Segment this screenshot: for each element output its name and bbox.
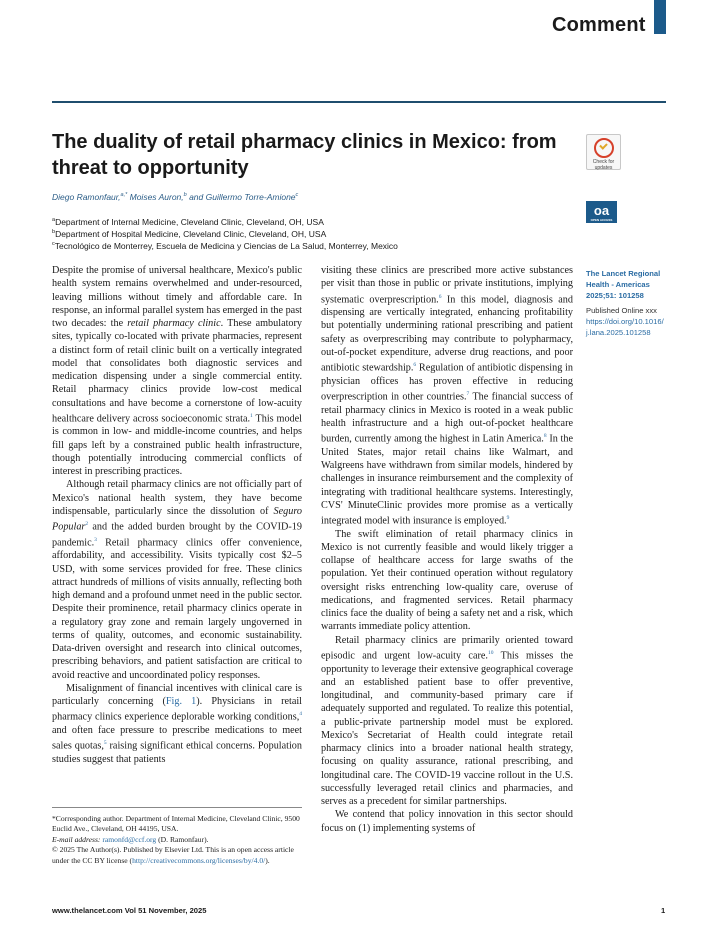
reference-link[interactable]: 9 (506, 515, 510, 522)
corresponding-author-note: *Corresponding author. Department of Internal Medicine, Cleveland Clinic, 9500 Euclid Ave., Cleveland, OH 44195, USA. (52, 814, 300, 834)
reference-link[interactable]: 6 (438, 293, 442, 300)
article-sidebar (586, 268, 666, 338)
section-label: Comment (552, 14, 646, 36)
paragraph: Although retail pharmacy clinics are not officially part of Mexico's national health system, they have become indispensable, particularly since the dissolution of Seguro Popular$^2$ and the added burden brought by the COVID-19 pandemic.$^3$ Retail pharmacy clinics offer convenience, affordability, and accessibility. Visits typically cost $2–5 USD, with some services provided for free. These clinics attract hundreds of millions of visits annually, reflecting both high demand and a profound unmet need in the public sector. Despite their prominence, retail pharmacy clinics operate in a regulatory gray zone and remain largely ungoverned in terms of quality, outcomes, and economic sustainability. Data-driven oversight and research into clinical outcomes, prescribing behaviors, and patient satisfaction are critical to avoid reactive and uncoordinated policy responses. (52, 479, 302, 681)
journal-citation: The Lancet Regional Health - Americas 2025;51: 101258 (586, 269, 661, 300)
author-link[interactable]: Diego Ramonfaur, (52, 192, 121, 202)
reference-link[interactable]: 5 (103, 740, 107, 747)
published-date: Published Online xxx (586, 306, 657, 315)
author-list: Diego Ramonfaur,$^{a,*}$ Moises Auron,$^b$ and Guillermo Torre-Amione$^c$ (52, 192, 299, 202)
paragraph: Despite the promise of universal healthcare, Mexico's public health system remains overwhelmed and under-resourced, leaving millions without timely and affordable care. In response, an informal parallel system has emerged in the past two decades: the retail pharmacy clinic. These ambulatory sites, typically co-located with private pharmacies, represent a distinct form of retail clinic built on a vertically integrated model that consolidates both diagnostic services and medication dispensing under a single commercial entity. Retail pharmacy clinics provide low-cost medical consultations and have become a cornerstone of low-acuity healthcare delivery across socioeconomic strata.$^1$ This model is common in low- and middle-income countries, and helps fill gaps left by a constrained public health infrastructure, though potentially introducing commercial conflicts of interest in prescribing practices. (52, 265, 303, 478)
paragraph: visiting these clinics are prescribed more active substances per visit than those in public or private institutions, implying systematic overprescription.$^6$ In this model, diagnosis and dispensing are vertically integrated, enhancing profitability but potentially undermining rational prescribing and patient safety as overprescribing may contribute to polypharmacy, out-of-pocket expenditure, adverse drug reactions, and poor antibiotic stewardship.$^6$ Regulation of antibiotic dispensing in physician offices has proven effective in reducing overprescription in other countries.$^7$ The financial success of retail pharmacy clinics in Mexico is rooted in a weak public health infrastructure and a high out-of-pocket healthcare burden, currently among the highest in Latin America.$^8$ In the United States, major retail chains like Walmart, and Walgreens have withdrawn from similar models, hindered by challenges in insurance reimbursement and the complexity of integrating with traditional healthcare systems. Interestingly, CVS' MinuteClinic provides more promise as a vertically integrated model with insurance is employed.$^9$ (321, 265, 573, 527)
check-updates-icon (594, 138, 614, 158)
footnote-divider (52, 807, 302, 808)
doi-link[interactable]: https://doi.org/10.1016/j.lana.2025.101258 (586, 317, 664, 337)
footnote (52, 814, 304, 866)
affiliation: $^b$Department of Hospital Medicine, Cleveland Clinic, Cleveland, OH, USA (52, 229, 327, 239)
paragraph: Retail pharmacy clinics are primarily oriented toward episodic and urgent low-acuity care.$^{10}$ This misses the opportunity to leverage their extensive geographical coverage and an established patient base to offer preventive, longitudinal, and community-based primary care if adequately supported and regulated. To realize this potential, a public-private partnership model must be explored. Mexico's Secretariat of Health could integrate retail pharmacy clinics into a broader national health strategy, focusing on quality assurance, rational prescribing, and longitudinal care. The COVID-19 vaccine rollout in the U.S. successfully leveraged retail clinics and pharmacies, and serves as a precedent for similar partnerships. (321, 634, 573, 808)
open-access-badge (586, 201, 617, 223)
check-for-updates-button[interactable] (586, 134, 621, 170)
paragraph: Misalignment of financial incentives with clinical care is particularly concerning (Fig. 1). Physicians in retail pharmacy clinics experience deplorable working conditions,$^4$ and often face pressure to prescribe medications to meet sales quotas,$^5$ raising significant ethical concerns. Population studies suggest that patients (52, 682, 303, 765)
reference-link[interactable]: 10 (487, 649, 494, 656)
paragraph: We contend that policy innovation in this sector should focus on (1) implementing systems of (321, 809, 573, 834)
author-link[interactable]: Moises Auron, (129, 192, 184, 202)
reference-link[interactable]: 2 (85, 521, 89, 528)
author-link[interactable]: and Guillermo Torre-Amione (189, 192, 296, 202)
reference-link[interactable]: 1 (250, 412, 253, 419)
section-color-tab (654, 0, 666, 34)
reference-link[interactable]: 3 (94, 536, 97, 543)
reference-link[interactable]: 6 (413, 362, 417, 369)
copyright-note: © 2025 The Author(s). Published by Elsevier Ltd. This is an open access article under the CC BY license (http://creativecommons.org/licenses/by/4.0/). (52, 845, 294, 865)
body-column-right (321, 264, 573, 835)
email-link[interactable]: ramonfd@ccf.org (102, 834, 157, 844)
open-access-label: OPEN ACCESS (590, 218, 613, 222)
email-line: E-mail address: ramonfd@ccf.org (D. Ramonfaur). (52, 834, 209, 844)
reference-link[interactable]: 7 (466, 391, 470, 398)
license-link[interactable]: http://creativecommons.org/licenses/by/4.0/ (132, 855, 266, 865)
figure-link[interactable]: Fig. 1 (165, 696, 197, 708)
footer-site: www.thelancet.com Vol 51 November, 2025 (52, 906, 207, 915)
reference-link[interactable]: 4 (299, 711, 302, 718)
open-access-icon: oa (593, 203, 610, 218)
paragraph: The swift elimination of retail pharmacy clinics in Mexico is not currently feasible and would likely trigger a collapse of healthcare access for large swaths of the population. Yet their continued operation without regulatory oversight risks entrenching low-quality care, overuse of medications, and fragmented services. Retail pharmacy clinics face the duality of being a safety net and a risk, which warrants immediate policy attention. (321, 528, 573, 633)
article-title: The duality of retail pharmacy clinics in Mexico: from threat to opportunity (52, 131, 557, 179)
affiliation: $^c$Tecnológico de Monterrey, Escuela de Medicina y Ciencias de La Salud, Monterrey, Mexico (52, 241, 398, 251)
body-column-left (52, 264, 302, 766)
reference-link[interactable]: 8 (543, 433, 547, 440)
affiliation: $^a$Department of Internal Medicine, Cleveland Clinic, Cleveland, OH, USA (52, 217, 324, 227)
header-divider (52, 101, 666, 103)
page-number: 1 (661, 906, 666, 915)
check-updates-label: Check for updates (592, 159, 615, 171)
